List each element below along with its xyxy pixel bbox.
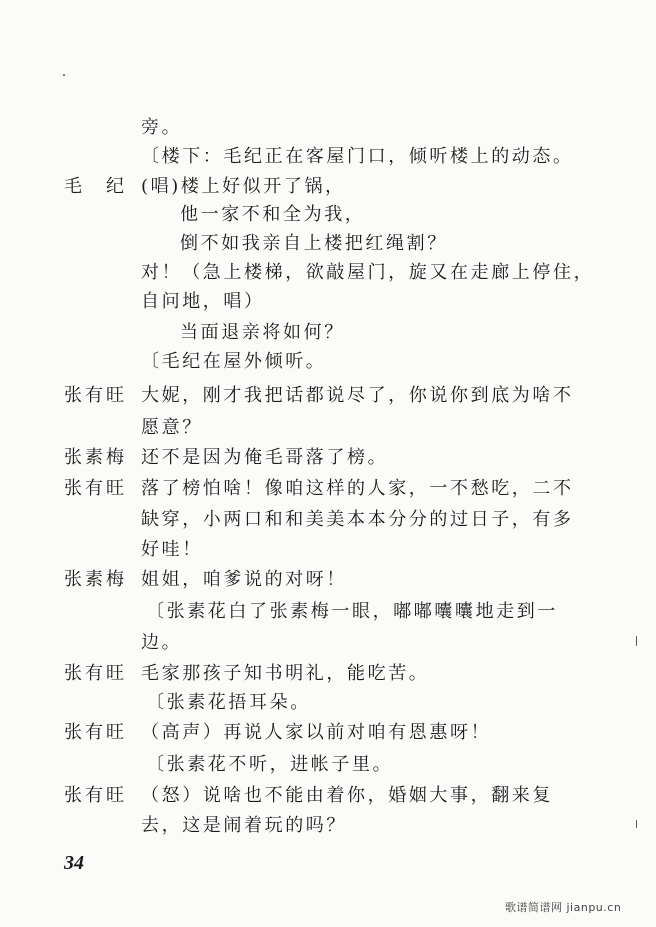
dialogue-line: 毛家那孩子知书明礼，能吃苦。 [141, 663, 430, 684]
verse-line: 当面退亲将如何？ [180, 322, 345, 343]
verse-line: 倒不如我亲自上楼把红绳割？ [180, 233, 448, 254]
dialogue-line: 去，这是闹着玩的吗？ [141, 815, 347, 836]
dialogue-line: 缺穿，小两口和和美美本本分分的过日子，有多 [141, 509, 574, 530]
dialogue-line: （高声）再说人家以前对咱有恩惠呀！ [141, 722, 492, 743]
page-number: 34 [64, 852, 84, 874]
stage-direction: 〔楼下：毛纪正在客屋门口，倾听楼上的动态。 [141, 146, 574, 167]
speaker-name: 张有旺 [64, 722, 127, 743]
speaker-name: 张有旺 [64, 785, 127, 806]
speaker-name: 张素梅 [64, 569, 127, 590]
dialogue-line: 还不是因为俺毛哥落了榜。 [141, 447, 389, 468]
scan-speck [636, 636, 637, 646]
speaker-name: 张有旺 [64, 663, 127, 684]
dialogue-line: 落了榜怕啥！像咱这样的人家，一不愁吃，二不 [141, 478, 574, 499]
dialogue-line: （怒）说啥也不能由着你，婚姻大事，翻来复 [141, 785, 553, 806]
scan-speck [63, 74, 65, 76]
stage-direction: 〔张素花不听，进帐子里。 [146, 754, 394, 775]
continuation-line: 旁。 [141, 117, 183, 138]
stage-direction: 〔张素花白了张素梅一眼，嘟嘟囔囔地走到一 [146, 601, 558, 622]
watermark: 歌谱简谱网 jianpu.cn [505, 901, 622, 914]
scan-speck [636, 820, 637, 828]
stage-direction: 边。 [141, 632, 183, 653]
dialogue-line: (唱)楼上好似开了锅， [141, 176, 346, 197]
dialogue-line: 愿意？ [141, 417, 203, 438]
stage-direction: 〔毛纪在屋外倾听。 [141, 351, 327, 372]
speaker-name: 张有旺 [64, 385, 127, 406]
dialogue-line: 大妮，刚才我把话都说尽了，你说你到底为啥不 [141, 385, 574, 406]
speaker-name: 张素梅 [64, 447, 127, 468]
dialogue-line: 好哇！ [141, 539, 203, 560]
speaker-name: 张有旺 [64, 478, 127, 499]
stage-direction: 〔张素花捂耳朵。 [146, 692, 311, 713]
verse-line: 他一家不和全为我， [180, 204, 366, 225]
dialogue-line: 对！（急上楼梯，欲敲屋门，旋又在走廊上停住， [141, 262, 595, 283]
speaker-name: 毛 纪 [64, 176, 127, 197]
dialogue-line: 自问地，唱） [141, 291, 265, 312]
dialogue-line: 姐姐，咱爹说的对呀！ [141, 569, 347, 590]
